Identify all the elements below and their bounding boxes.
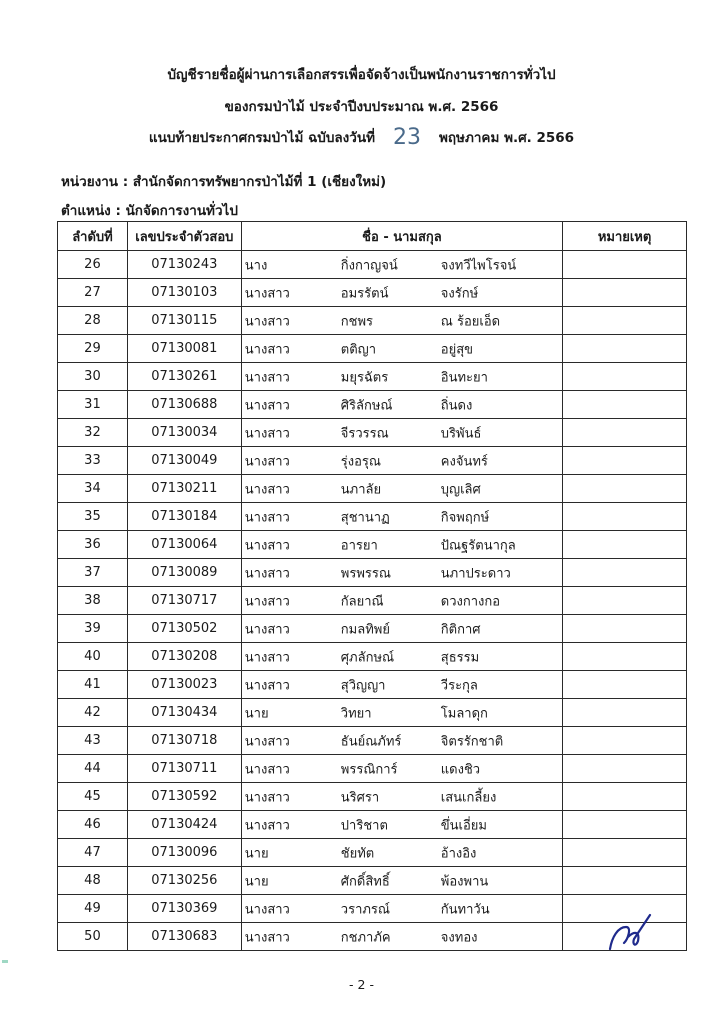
row-title-prefix: นาง — [244, 258, 268, 273]
row-exam-id: 07130115 — [127, 307, 241, 335]
row-order: 42 — [58, 699, 128, 727]
row-order: 38 — [58, 587, 128, 615]
row-title-prefix: นางสาว — [244, 818, 290, 833]
row-exam-id: 07130089 — [127, 559, 241, 587]
signature-icon — [606, 913, 662, 955]
row-remark — [563, 391, 687, 419]
page-number: - 2 - — [349, 977, 374, 992]
row-full-name — [241, 867, 562, 895]
row-exam-id: 07130023 — [127, 671, 241, 699]
row-last-name: บริพันธ์ — [440, 426, 482, 441]
table-row — [58, 279, 687, 307]
row-title-prefix: นางสาว — [244, 678, 290, 693]
row-remark — [563, 307, 687, 335]
row-exam-id: 07130081 — [127, 335, 241, 363]
row-title-prefix: นาย — [244, 874, 269, 889]
row-remark — [563, 251, 687, 279]
row-title-prefix: นางสาว — [244, 398, 290, 413]
row-first-name: มยุรฉัตร — [340, 370, 389, 385]
row-last-name: แดงชิว — [440, 762, 481, 777]
row-first-name: อมรรัตน์ — [340, 286, 389, 301]
row-last-name: ณ ร้อยเอ็ด — [440, 314, 501, 329]
unit-label: หน่วยงาน : สำนักจัดการทรัพยากรป่าไม้ที่ 1 (เชียงใหม่) — [61, 174, 387, 190]
row-first-name: พรพรรณ — [340, 566, 391, 581]
header-exam-id: เลขประจำตัวสอบ — [127, 222, 241, 251]
row-remark — [563, 699, 687, 727]
row-exam-id: 07130184 — [127, 503, 241, 531]
row-exam-id: 07130064 — [127, 531, 241, 559]
table-row — [58, 755, 687, 783]
row-exam-id: 07130369 — [127, 895, 241, 923]
table-row — [58, 363, 687, 391]
row-full-name — [241, 755, 562, 783]
row-order: 41 — [58, 671, 128, 699]
row-first-name: วราภรณ์ — [340, 902, 390, 917]
row-title-prefix: นางสาว — [244, 566, 290, 581]
row-remark — [563, 335, 687, 363]
row-full-name — [241, 839, 562, 867]
row-last-name: กิจพฤกษ์ — [440, 510, 490, 525]
row-remark — [563, 447, 687, 475]
row-full-name — [241, 895, 562, 923]
row-last-name: กันทาวัน — [440, 902, 490, 917]
row-order: 45 — [58, 783, 128, 811]
row-exam-id: 07130049 — [127, 447, 241, 475]
row-last-name: อินทะยา — [440, 370, 488, 385]
row-exam-id: 07130208 — [127, 643, 241, 671]
row-first-name: กชพร — [340, 314, 374, 329]
row-order: 26 — [58, 251, 128, 279]
row-remark — [563, 783, 687, 811]
row-order: 40 — [58, 643, 128, 671]
row-exam-id: 07130096 — [127, 839, 241, 867]
row-exam-id: 07130711 — [127, 755, 241, 783]
row-remark — [563, 503, 687, 531]
header-remark: หมายเหตุ — [563, 222, 687, 251]
row-exam-id: 07130688 — [127, 391, 241, 419]
row-last-name: สุธรรม — [440, 650, 480, 665]
table-row — [58, 867, 687, 895]
row-full-name — [241, 363, 562, 391]
row-remark — [563, 671, 687, 699]
row-last-name: พ้องพาน — [440, 874, 489, 889]
row-exam-id: 07130243 — [127, 251, 241, 279]
table-row — [58, 615, 687, 643]
row-remark — [563, 363, 687, 391]
row-full-name — [241, 923, 562, 951]
row-full-name — [241, 503, 562, 531]
row-last-name: วีระกุล — [440, 678, 478, 693]
row-first-name: จีรวรรณ — [340, 426, 389, 441]
scan-edge-mark — [2, 960, 8, 963]
row-first-name: นริศรา — [340, 790, 380, 805]
row-first-name: สุวิญญา — [340, 678, 386, 693]
row-title-prefix: นางสาว — [244, 622, 290, 637]
row-first-name: ศักดิ์สิทธิ์ — [340, 874, 390, 889]
row-order: 47 — [58, 839, 128, 867]
row-order: 39 — [58, 615, 128, 643]
row-first-name: รุ่งอรุณ — [340, 454, 381, 469]
row-last-name: ปัณฐรัตนากุล — [440, 538, 516, 553]
table-row — [58, 447, 687, 475]
row-remark — [563, 727, 687, 755]
table-row — [58, 531, 687, 559]
announcement-date-line — [0, 123, 723, 148]
header-order: ลำดับที่ — [58, 222, 128, 251]
table-row — [58, 475, 687, 503]
row-title-prefix: นางสาว — [244, 734, 290, 749]
row-full-name — [241, 559, 562, 587]
row-full-name — [241, 335, 562, 363]
table-header-row — [58, 222, 687, 251]
row-title-prefix: นางสาว — [244, 594, 290, 609]
row-full-name — [241, 391, 562, 419]
row-last-name: นภาประดาว — [440, 566, 511, 581]
row-first-name: กัลยาณี — [340, 594, 384, 609]
row-last-name: ขึ่นเอี่ยม — [440, 818, 487, 833]
row-title-prefix: นางสาว — [244, 930, 290, 945]
row-first-name: กชภาภัค — [340, 930, 391, 945]
row-title-prefix: นางสาว — [244, 482, 290, 497]
row-first-name: ตติญา — [340, 342, 377, 357]
row-first-name: ชัยทัต — [340, 846, 375, 861]
row-last-name: ดวงกางกอ — [440, 594, 501, 609]
row-remark — [563, 839, 687, 867]
row-last-name: ถิ่นดง — [440, 398, 473, 413]
row-order: 46 — [58, 811, 128, 839]
row-order: 37 — [58, 559, 128, 587]
row-first-name: อารยา — [340, 538, 378, 553]
row-title-prefix: นางสาว — [244, 650, 290, 665]
row-title-prefix: นางสาว — [244, 762, 290, 777]
row-remark — [563, 755, 687, 783]
table-row — [58, 699, 687, 727]
row-order: 35 — [58, 503, 128, 531]
row-first-name: ธันย์ณภัทร์ — [340, 734, 402, 749]
row-exam-id: 07130683 — [127, 923, 241, 951]
row-first-name: ศุภลักษณ์ — [340, 650, 395, 665]
row-last-name: คงจันทร์ — [440, 454, 488, 469]
table-row — [58, 503, 687, 531]
row-first-name: ศิริลักษณ์ — [340, 398, 393, 413]
table-row — [58, 391, 687, 419]
row-exam-id: 07130434 — [127, 699, 241, 727]
row-remark — [563, 531, 687, 559]
position-label: ตำแหน่ง : นักจัดการงานทั่วไป — [61, 203, 238, 219]
table-row — [58, 839, 687, 867]
row-full-name — [241, 447, 562, 475]
announcement-prefix: แนบท้ายประกาศกรมป่าไม้ ฉบับลงวันที่ — [148, 130, 375, 146]
row-last-name: จิตรรักชาติ — [440, 734, 504, 749]
row-full-name — [241, 643, 562, 671]
announcement-month-year: พฤษภาคม พ.ศ. 2566 — [438, 130, 575, 146]
row-last-name: โมลาดุก — [440, 706, 488, 721]
handwritten-day: 23 — [392, 125, 421, 150]
row-order: 36 — [58, 531, 128, 559]
row-full-name — [241, 251, 562, 279]
row-title-prefix: นาย — [244, 846, 269, 861]
table-row — [58, 811, 687, 839]
row-first-name: กิ่งกาญจน์ — [340, 258, 398, 273]
row-order: 32 — [58, 419, 128, 447]
table-row — [58, 671, 687, 699]
table-row — [58, 783, 687, 811]
row-title-prefix: นางสาว — [244, 426, 290, 441]
row-exam-id: 07130103 — [127, 279, 241, 307]
table-row — [58, 307, 687, 335]
table-row — [58, 727, 687, 755]
row-full-name — [241, 307, 562, 335]
header-full-name: ชื่อ - นามสกุล — [241, 222, 562, 251]
table-row — [58, 895, 687, 923]
table-row — [58, 335, 687, 363]
row-title-prefix: นางสาว — [244, 510, 290, 525]
row-order: 28 — [58, 307, 128, 335]
row-order: 31 — [58, 391, 128, 419]
row-exam-id: 07130718 — [127, 727, 241, 755]
row-last-name: อยู่สุข — [440, 342, 474, 357]
row-first-name: ปาริชาต — [340, 818, 388, 833]
row-full-name — [241, 279, 562, 307]
row-first-name: สุชานาฏ — [340, 510, 390, 525]
row-title-prefix: นางสาว — [244, 286, 290, 301]
row-full-name — [241, 783, 562, 811]
row-full-name — [241, 615, 562, 643]
table-row — [58, 419, 687, 447]
row-order: 43 — [58, 727, 128, 755]
candidate-table — [57, 221, 687, 951]
row-title-prefix: นางสาว — [244, 454, 290, 469]
row-title-prefix: นางสาว — [244, 370, 290, 385]
row-order: 44 — [58, 755, 128, 783]
row-first-name: นภาลัย — [340, 482, 382, 497]
table-row — [58, 251, 687, 279]
row-last-name: อ้างอิง — [440, 846, 477, 861]
row-first-name: พรรณิการ์ — [340, 762, 398, 777]
row-last-name: จงรักษ์ — [440, 286, 479, 301]
row-full-name — [241, 671, 562, 699]
row-exam-id: 07130261 — [127, 363, 241, 391]
row-remark — [563, 615, 687, 643]
row-title-prefix: นาย — [244, 706, 269, 721]
document-subtitle: ของกรมป่าไม้ ประจำปีงบประมาณ พ.ศ. 2566 — [224, 99, 499, 115]
row-order: 34 — [58, 475, 128, 503]
row-title-prefix: นางสาว — [244, 538, 290, 553]
row-title-prefix: นางสาว — [244, 902, 290, 917]
row-remark — [563, 867, 687, 895]
row-remark — [563, 587, 687, 615]
table-row — [58, 923, 687, 951]
row-order: 30 — [58, 363, 128, 391]
table-row — [58, 643, 687, 671]
row-exam-id: 07130256 — [127, 867, 241, 895]
row-full-name — [241, 419, 562, 447]
row-full-name — [241, 531, 562, 559]
row-exam-id: 07130592 — [127, 783, 241, 811]
row-title-prefix: นางสาว — [244, 314, 290, 329]
row-order: 29 — [58, 335, 128, 363]
row-remark — [563, 559, 687, 587]
row-exam-id: 07130424 — [127, 811, 241, 839]
row-exam-id: 07130502 — [127, 615, 241, 643]
table-row — [58, 587, 687, 615]
row-full-name — [241, 811, 562, 839]
row-order: 50 — [58, 923, 128, 951]
row-full-name — [241, 699, 562, 727]
row-last-name: กิติกาศ — [440, 622, 481, 637]
row-remark — [563, 279, 687, 307]
row-full-name — [241, 475, 562, 503]
row-title-prefix: นางสาว — [244, 790, 290, 805]
row-order: 49 — [58, 895, 128, 923]
row-last-name: จงทอง — [440, 930, 478, 945]
row-first-name: วิทยา — [340, 706, 372, 721]
row-last-name: จงทวีไพโรจน์ — [440, 258, 517, 273]
row-remark — [563, 419, 687, 447]
row-order: 33 — [58, 447, 128, 475]
row-title-prefix: นางสาว — [244, 342, 290, 357]
row-full-name — [241, 587, 562, 615]
row-order: 27 — [58, 279, 128, 307]
row-remark — [563, 811, 687, 839]
table-body — [58, 251, 687, 951]
row-first-name: กมลทิพย์ — [340, 622, 390, 637]
row-remark — [563, 643, 687, 671]
row-order: 48 — [58, 867, 128, 895]
row-exam-id: 07130717 — [127, 587, 241, 615]
row-last-name: บุญเลิศ — [440, 482, 481, 497]
row-last-name: เสนเกลี้ยง — [440, 790, 497, 805]
row-exam-id: 07130211 — [127, 475, 241, 503]
row-remark — [563, 475, 687, 503]
row-exam-id: 07130034 — [127, 419, 241, 447]
document-title: บัญชีรายชื่อผู้ผ่านการเลือกสรรเพื่อจัดจ้างเป็นพนักงานราชการทั่วไป — [167, 67, 556, 83]
table-row — [58, 559, 687, 587]
row-full-name — [241, 727, 562, 755]
